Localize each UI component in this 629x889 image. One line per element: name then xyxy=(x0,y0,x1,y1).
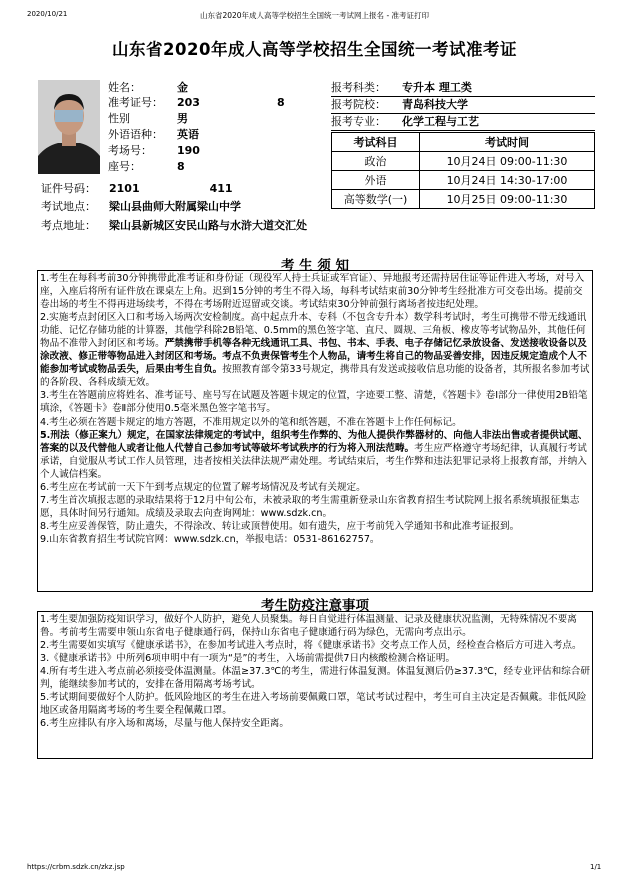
table-header-time: 考试时间 xyxy=(420,133,595,152)
notice-item xyxy=(40,429,590,481)
id-suffix: 411 xyxy=(209,182,233,195)
exam-schedule-table xyxy=(331,132,595,209)
table-row xyxy=(332,171,595,190)
notice-bold-text: 严禁携带手机等各种无线通讯工具、书包、书本、手表、电子存储记忆录放设备、发送接收设备以及涂改液、修正带等物品进入封闭区和考场。考点不负责保管考生个人物品，请考生将自己的物品妥善安排，因违反规定造成个人不能参加考试或物品丢失，后果由考生自负。 xyxy=(40,338,587,376)
site-label: 考试地点： xyxy=(41,200,96,213)
notice-item: 6.考生应在考试前一天下午到考点规定的位置了解考场情况及考试有关规定。 xyxy=(40,481,366,493)
notice-text: 按照教育部令第33号规定，携带具有发送或接收信息功能的设备者，其所报名参加考试的各阶段、各科成绩无效。 xyxy=(40,364,590,389)
school-row xyxy=(331,97,595,114)
epidemic-item: 2.考生需要如实填写《健康承诺书》，在参加考试进入考点时，将《健康承诺书》交考点工作人员，经检查合格后方可进入考点。 xyxy=(40,640,582,652)
major-row xyxy=(331,114,595,131)
exam-time: 10月25日 09:00-11:30 xyxy=(420,190,595,209)
epidemic-title: 考生防疫注意事项 xyxy=(261,598,369,614)
page-title: 山东省2020年成人高等学校招生全国统一考试准考证 xyxy=(112,40,517,59)
room-label: 考场号： xyxy=(108,144,152,157)
exam-subject: 政治 xyxy=(332,152,420,171)
epidemic-box xyxy=(37,611,593,759)
ticket-value: 203 xyxy=(177,96,200,109)
epidemic-item: 4.所有考生进入考点前必须接受体温测量。体温≥37.3℃的考生，需进行体温复测。体温复测后仍≥37.3℃，经专业评估和综合研判，能继续参加考试的，安排在备用隔离考场考试。 xyxy=(40,666,590,691)
address-row xyxy=(41,219,313,233)
language-value: 英语 xyxy=(177,128,199,141)
gender-row xyxy=(108,112,188,126)
table-header-subject: 考试科目 xyxy=(332,133,420,152)
person-photo-icon xyxy=(38,80,100,174)
notice-item xyxy=(40,311,590,389)
ticket-row xyxy=(108,96,285,110)
exam-subject: 高等数学(一) xyxy=(332,190,420,209)
print-date: 2020/10/21 xyxy=(27,10,68,18)
category-row xyxy=(331,80,595,97)
table-row xyxy=(332,190,595,209)
candidate-photo xyxy=(38,80,100,174)
site-value: 梁山县曲师大附属梁山中学 xyxy=(109,200,241,213)
footer-url: https://crbm.sdzk.cn/zkz.jsp xyxy=(27,863,125,871)
exam-time: 10月24日 14:30-17:00 xyxy=(420,171,595,190)
notice-item: 8.考生应妥善保管，防止遗失，不得涂改、转让或顶替使用。如有遗失，应于考前凭入学通知书和此准考证报到。 xyxy=(40,520,520,532)
language-row xyxy=(108,128,199,142)
epidemic-item: 3.《健康承诺书》中所列6项申明中有一项为“是”的考生，入场前需提供7日内核酸检测合格证明。 xyxy=(40,653,456,665)
notice-item: 1.考生在每科考前30分钟携带此准考证和身份证（现役军人持士兵证或军官证）、异地报考还需持居住证等证件进入考场，对号入座，入座后将所有证件放在课桌左上角。迟到15分钟的考生不得入场，每科考试结束前30分钟考生经批准方可交卷出场。提前交卷出场的考生不得再进场续考，不得在考场附近逗留或交谈。考试结束30分钟前强行离场者按违纪处理。 xyxy=(40,273,585,311)
seat-label: 座号： xyxy=(108,160,141,173)
site-row xyxy=(41,200,241,214)
exam-subject: 外语 xyxy=(332,171,420,190)
ticket-label: 准考证号： xyxy=(108,96,163,109)
room-value: 190 xyxy=(177,144,200,157)
notice-item: 7.考生首次填报志愿的录取结果将于12月中旬公布，未被录取的考生需重新登录山东省教育招生考试院网上报名系统填报征集志愿，具体时间另行通知。成绩及录取去向查询网址：www.sdzk.cn。 xyxy=(40,494,580,519)
table-row xyxy=(332,152,595,171)
major-label: 报考专业： xyxy=(331,115,386,128)
name-label: 姓名： xyxy=(108,81,141,94)
notice-item: 3.考生在答题前应将姓名、准考证号、座号写在试题及答题卡规定的位置，字迹要工整、清楚，《答题卡》卷Ⅰ部分一律使用2B铅笔填涂，《答题卡》卷Ⅱ部分使用0.5毫米黑色签字笔书写。 xyxy=(40,390,588,415)
notice-text: 2.实施考点封闭区入口和考场入场两次安检制度。高中起点升本、专科（不包含专升本）数学科考试时，考生可携带不带无线通讯功能、记忆存储功能的计算器，其他学科除2B铅笔、0.5mm的黑色签字笔、直尺、圆规、三角板、橡皮等考试物品外，其他任何物品不准带入封闭区和考场。 xyxy=(40,312,587,350)
seat-value: 8 xyxy=(177,160,185,173)
table-header-row xyxy=(332,133,595,152)
notice-title: 考 生 须 知 xyxy=(280,258,350,274)
browser-title: 山东省2020年成人高等学校招生全国统一考试网上报名 - 准考证打印 xyxy=(199,11,430,20)
ticket-suffix: 8 xyxy=(276,96,285,109)
exam-time: 10月24日 09:00-11:30 xyxy=(420,152,595,171)
school-value: 青岛科技大学 xyxy=(402,98,468,111)
school-label: 报考院校： xyxy=(331,98,386,111)
notice-text: 考生应严格遵守考场纪律，认真履行考试承诺，自觉服从考试工作人员管理，违者按相关法律法规严肃处理。考试结束后，考生作弊和违法犯罪记录将上报教育部，并纳入个人诚信档案。 xyxy=(40,442,587,480)
notice-item: 4.考生必须在答题卡规定的地方答题，不准用规定以外的笔和纸答题，不准在答题卡上作任何标记。 xyxy=(40,416,462,428)
notice-bold-text: 5.刑法（修正案九）规定，在国家法律规定的考试中，组织考生作弊的、为他人提供作弊器材的、向他人非法出售或者提供试题、答案的以及代替他人或者让他人代替自己参加考试等破坏考试秩序的行为将入刑法范畴。 xyxy=(40,429,588,454)
room-row xyxy=(108,144,200,158)
id-row xyxy=(41,182,233,196)
epidemic-item: 6.考生应排队有序入场和离场，尽量与他人保持安全距离。 xyxy=(40,718,289,730)
gender-label: 性别 xyxy=(108,112,130,125)
gender-value: 男 xyxy=(177,112,188,125)
page-number: 1/1 xyxy=(590,863,602,871)
address-label: 考点地址： xyxy=(41,219,96,232)
name-row xyxy=(108,81,188,95)
seat-row xyxy=(108,160,185,174)
id-value: 2101 xyxy=(109,182,140,195)
address-value: 梁山县新城区安民山路与水浒大道交汇处 xyxy=(109,219,307,232)
epidemic-item: 5.考试期间要做好个人防护。低风险地区的考生在进入考场前要佩戴口罩，笔试考试过程中，考生可自主决定是否佩戴。非低风险地区或备用隔离考场的考生要全程佩戴口罩。 xyxy=(40,692,587,717)
epidemic-item: 1.考生要加强防疫知识学习，做好个人防护，避免人员聚集。每日自觉进行体温测量、记录及健康状况监测，无特殊情况不要离鲁。考前考生需要申领山东省电子健康通行码，保持山东省电子健康通行码为绿色，无需向考点出示。 xyxy=(40,614,577,639)
notice-item: 9.山东省教育招生考试院官网：www.sdzk.cn，举报电话：0531-86162757。 xyxy=(40,533,380,545)
category-value: 专升本 理工类 xyxy=(402,81,472,94)
language-label: 外语语种： xyxy=(108,128,163,141)
name-value: 金 xyxy=(177,81,188,94)
category-label: 报考科类： xyxy=(331,81,386,94)
id-label: 证件号码： xyxy=(41,182,96,195)
notice-box xyxy=(37,270,593,592)
major-value: 化学工程与工艺 xyxy=(402,115,479,128)
